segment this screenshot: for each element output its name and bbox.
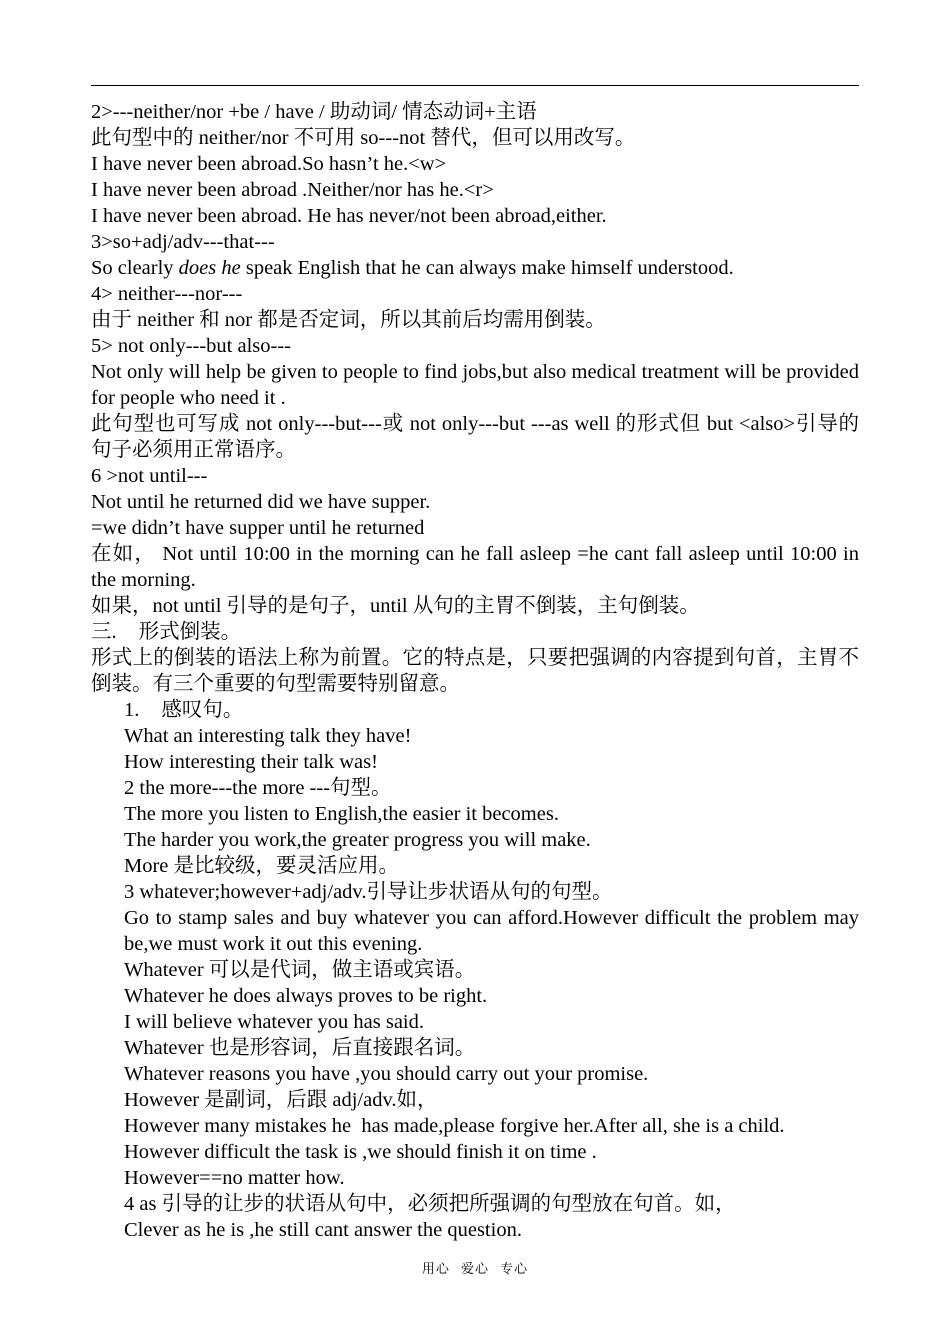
text-line: Not until he returned did we have supper. <box>91 491 431 513</box>
text-span: speak English that he can always make himself understood. <box>240 257 734 279</box>
text-line: How interesting their talk was! <box>124 751 378 773</box>
text-line: 2 the more---the more ---句型。 <box>124 777 392 799</box>
text-line: 如果，not until 引导的是句子，until 从句的主胃不倒装，主句倒装。 <box>91 595 700 617</box>
section-number: 三. <box>91 621 117 643</box>
text-paragraph: Go to stamp sales and buy whatever you can afford.However difficult the problem may be,we must work it out this evening. <box>124 907 865 955</box>
text-line: I have never been abroad. He has never/not been abroad,either. <box>91 205 607 227</box>
list-title: 感叹句。 <box>161 699 244 721</box>
text-line: What an interesting talk they have! <box>124 725 412 747</box>
text-paragraph: 在如， Not until 10:00 in the morning can he fall asleep =he cant fall asleep until 10:00 in the morning. <box>91 543 865 591</box>
page-footer: 用心 爱心 专心 <box>421 1262 529 1277</box>
text-line: 5> not only---but also--- <box>91 335 292 357</box>
text-line: I will believe whatever you has said. <box>124 1011 425 1033</box>
text-span: So clearly <box>91 257 179 279</box>
text-line: The more you listen to English,the easier it becomes. <box>124 803 559 825</box>
text-line: I have never been abroad .Neither/nor has he.<r> <box>91 179 494 201</box>
text-line: Clever as he is ,he still cant answer the question. <box>124 1219 522 1241</box>
text-line: However==no matter how. <box>124 1167 345 1189</box>
section-heading <box>91 619 859 645</box>
text-line: Whatever he does always proves to be right. <box>124 985 488 1007</box>
italic-emphasis: does he <box>178 257 241 279</box>
text-line: =we didn’t have supper until he returned <box>91 517 425 539</box>
text-line: However many mistakes he has made,please forgive her.After all, she is a child. <box>124 1115 785 1137</box>
text-line: I have never been abroad.So hasn’t he.<w> <box>91 153 447 175</box>
text-line: 3>so+adj/adv---that--- <box>91 231 275 253</box>
text-line <box>91 255 859 281</box>
text-paragraph: Not only will help be given to people to find jobs,but also medical treatment will be provided for people who need it . <box>91 361 865 409</box>
document-body <box>91 99 865 1243</box>
text-line: Whatever 也是形容词，后直接跟名词。 <box>124 1037 476 1059</box>
text-line: However difficult the task is ,we should finish it on time . <box>124 1141 597 1163</box>
text-line: 4> neither---nor--- <box>91 283 243 305</box>
text-line: Whatever 可以是代词，做主语或宾语。 <box>124 959 476 981</box>
text-line: 4 as 引导的让步的状语从句中，必须把所强调的句型放在句首。如， <box>124 1193 736 1215</box>
text-paragraph: 此句型也可写成 not only---but---或 not only---but ---as well 的形式但 but <also>引导的句子必须用正常语序。 <box>91 413 859 461</box>
text-line: The harder you work,the greater progress you will make. <box>124 829 591 851</box>
header-rule <box>91 85 859 86</box>
text-line: 2>---neither/nor +be / have / 助动词/ 情态动词+主语 <box>91 101 537 123</box>
list-heading <box>91 697 859 723</box>
text-paragraph: 形式上的倒装的语法上称为前置。它的特点是，只要把强调的内容提到句首，主胃不倒装。有三个重要的句型需要特别留意。 <box>91 647 859 695</box>
text-line: 3 whatever;however+adj/adv.引导让步状语从句的句型。 <box>124 881 613 903</box>
list-number: 1. <box>124 699 140 721</box>
text-line: 由于 neither 和 nor 都是否定词，所以其前后均需用倒装。 <box>91 309 606 331</box>
text-line: Whatever reasons you have ,you should carry out your promise. <box>124 1063 649 1085</box>
text-line: However 是副词，后跟 adj/adv.如， <box>124 1089 438 1111</box>
text-line: 6 >not until--- <box>91 465 208 487</box>
text-line: 此句型中的 neither/nor 不可用 so---not 替代，但可以用改写。 <box>91 127 636 149</box>
section-title: 形式倒装。 <box>138 621 242 643</box>
text-line: More 是比较级，要灵活应用。 <box>124 855 400 877</box>
